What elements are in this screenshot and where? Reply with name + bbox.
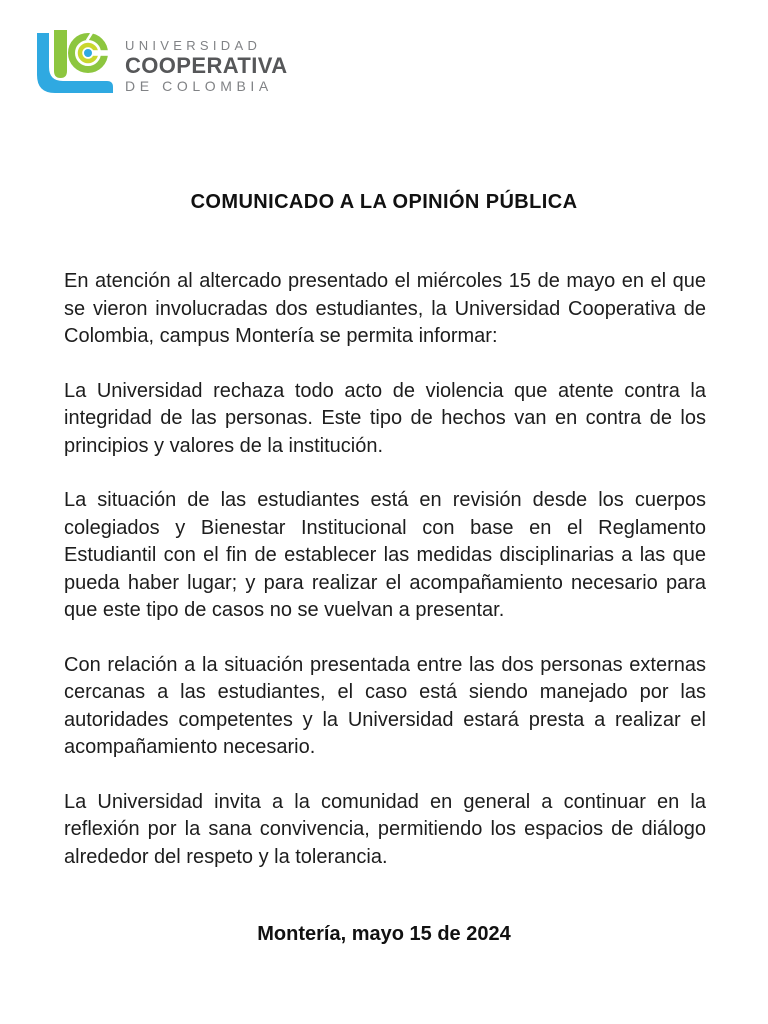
logo-c-gap (93, 50, 111, 56)
date-line: Montería, mayo 15 de 2024 (257, 923, 511, 945)
logo-text-de-colombia: DE COLOMBIA (125, 78, 273, 94)
document-title: COMUNICADO A LA OPINIÓN PÚBLICA (190, 191, 578, 213)
logo-u-green-bar (54, 30, 67, 78)
logo-c-center-dot (84, 49, 92, 57)
logo-wordmark (125, 30, 287, 93)
logo-text-universidad: UNIVERSIDAD (125, 38, 262, 53)
logo-text-cooperativa: COOPERATIVA (125, 53, 288, 78)
uc-monogram-icon (36, 30, 114, 94)
body-paragraph-1: En atención al altercado presentado el miércoles 15 de mayo en el que se vieron involucradas dos estudiantes, la Universidad Cooperativa de Colombia, campus Montería se permita informar: (64, 270, 706, 347)
body-paragraph-3: La situación de las estudiantes está en revisión desde los cuerpos colegiados y Bienestar Institucional con base en el Reglamento Estudiantil con el fin de establecer las medidas disciplinarias a las que pueda haber lugar; y para realizar el acompañamiento necesario para que este tipo de casos no se vuelvan a presentar. (64, 489, 706, 621)
body-paragraph-2: La Universidad rechaza todo acto de violencia que atente contra la integridad de las personas. Este tipo de hechos van en contra de los principios y valores de la institución. (64, 379, 706, 457)
university-logo (36, 30, 287, 94)
body-paragraph-5: La Universidad invita a la comunidad en general a continuar en la reflexión por la sana convivencia, permitiendo los espacios de diálogo alrededor del respeto y la tolerancia. (64, 790, 706, 868)
document-body (64, 268, 706, 898)
body-paragraph-4: Con relación a la situación presentada entre las dos personas externas cercanas a las estudiantes, el caso está siendo manejado por las autoridades competentes y la Universidad estará presta a realizar el acompañamiento necesario. (64, 653, 706, 758)
